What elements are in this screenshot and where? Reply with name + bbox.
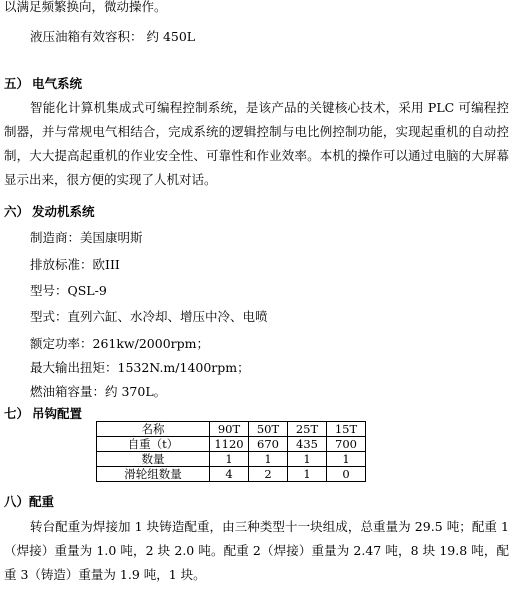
table-row <box>97 452 366 467</box>
paragraph-electrical <box>4 96 509 192</box>
table-header-cell: 15T <box>327 422 366 437</box>
table-cell: 4 <box>210 467 249 482</box>
section-number: 六） <box>4 204 30 219</box>
engine-item-torque: 最大输出扭矩：1532N.m/1400rpm； <box>30 360 250 375</box>
engine-item-model: 型号：QSL-9 <box>30 283 107 298</box>
table-row <box>97 437 366 452</box>
table-cell: 670 <box>249 437 288 452</box>
engine-item-type: 型式：直列六缸、水冷却、增压中冷、电喷 <box>30 309 268 324</box>
hook-config-table <box>96 421 366 482</box>
engine-item-manufacturer: 制造商：美国康明斯 <box>30 230 143 245</box>
table-cell: 435 <box>288 437 327 452</box>
table-cell: 1 <box>210 452 249 467</box>
engine-item-power: 额定功率：261kw/2000rpm； <box>30 336 209 351</box>
table-cell: 0 <box>327 467 366 482</box>
table-header-cell: 90T <box>210 422 249 437</box>
section-title: 吊钩配置 <box>32 406 83 421</box>
paragraph-text: 转台配重为焊接加 1 块铸造配重，由三种类型十一块组成，总重量为 29.5 吨；配重 1（焊接）重量为 1.0 吨，2 块 2.0 吨。配重 2（焊接）重量为 2.47 吨，8 块 19.8 吨，配重 3（铸造）重量为 1.9 吨，1 块。 <box>4 519 509 582</box>
section-number: 七） <box>4 406 30 421</box>
section-title: 发动机系统 <box>32 204 95 219</box>
section-heading-engine <box>4 204 95 220</box>
section-heading-electrical <box>4 76 82 92</box>
text-line-hydraulic: 以满足频繁换向，微动操作。 <box>4 0 167 14</box>
engine-item-emission: 排放标准：欧III <box>30 257 120 272</box>
table-header-cell: 50T <box>249 422 288 437</box>
section-title: 电气系统 <box>32 76 83 91</box>
section-number: 五） <box>4 76 30 91</box>
table-cell: 700 <box>327 437 366 452</box>
table-cell: 1120 <box>210 437 249 452</box>
section-heading-hook <box>4 406 82 422</box>
paragraph-counterweight <box>4 515 509 587</box>
table-row <box>97 467 366 482</box>
table-cell: 1 <box>288 452 327 467</box>
table-cell: 1 <box>288 467 327 482</box>
table-header-cell: 名称 <box>97 422 210 437</box>
table-header-cell: 25T <box>288 422 327 437</box>
table-cell: 滑轮组数量 <box>97 467 210 482</box>
text-line-oil-tank: 液压油箱有效容积： 约 450L <box>30 29 196 44</box>
table-header-row <box>97 422 366 437</box>
table-cell: 2 <box>249 467 288 482</box>
table-cell: 数量 <box>97 452 210 467</box>
table-cell: 1 <box>327 452 366 467</box>
table-cell: 1 <box>249 452 288 467</box>
section-heading-counterweight: 八）配重 <box>4 494 55 509</box>
table-cell: 自重（t） <box>97 437 210 452</box>
engine-item-fuel: 燃油箱容量：约 370L。 <box>30 384 167 399</box>
paragraph-text: 智能化计算机集成式可编程控制系统，是该产品的关键核心技术，采用 PLC 可编程控制器，并与常规电气相结合，完成系统的逻辑控制与电比例控制功能，实现起重机的自动控制，大大提高起重机的作业安全性、可靠性和作业效率。本机的操作可以通过电脑的大屏幕显示出来，很方便的实现了人机对话。 <box>4 100 509 187</box>
